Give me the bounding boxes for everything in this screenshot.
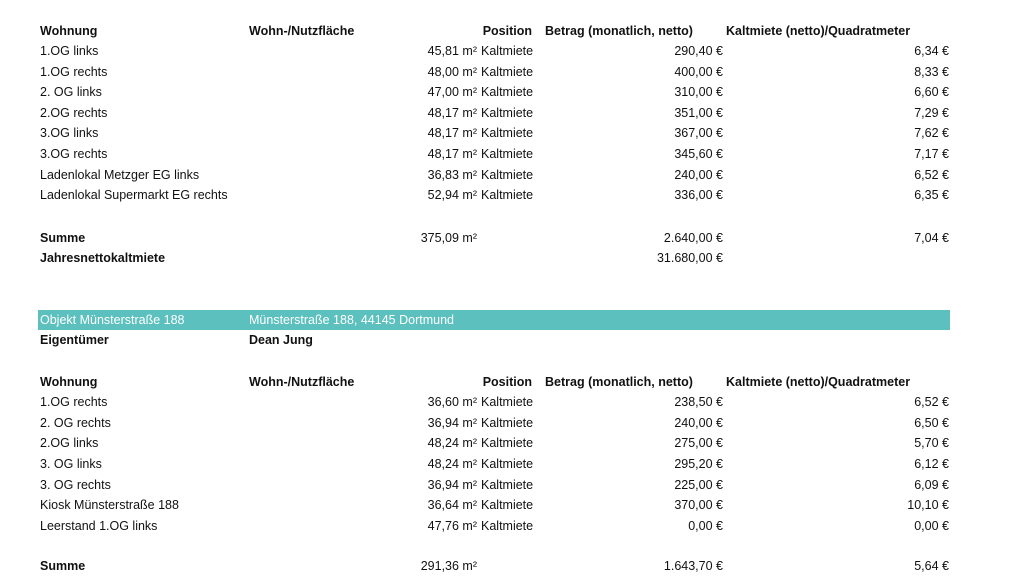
table-row xyxy=(0,144,1024,164)
unit-per-sqm: 6,34 € xyxy=(914,44,949,58)
unit-per-sqm: 6,52 € xyxy=(914,168,949,182)
unit-area: 48,17 m² xyxy=(427,147,477,161)
unit-name: Kiosk Münsterstraße 188 xyxy=(40,498,179,512)
col-header-unit: Wohnung xyxy=(40,24,98,38)
unit-name: 2.OG rechts xyxy=(40,106,108,120)
unit-amount: 295,20 € xyxy=(674,457,723,471)
unit-per-sqm: 10,10 € xyxy=(907,498,949,512)
col-header-per-sqm: Kaltmiete (netto)/Quadratmeter xyxy=(726,375,911,389)
unit-position: Kaltmiete xyxy=(481,478,534,492)
table-header-1 xyxy=(0,21,1024,41)
unit-per-sqm: 7,29 € xyxy=(914,106,949,120)
unit-name: 3.OG rechts xyxy=(40,147,108,161)
sum-label: Summe xyxy=(40,231,86,245)
unit-name: 3.OG links xyxy=(40,126,99,140)
unit-per-sqm: 6,52 € xyxy=(914,395,949,409)
owner-name: Dean Jung xyxy=(249,333,313,347)
unit-name: 1.OG rechts xyxy=(40,65,108,79)
unit-amount: 310,00 € xyxy=(674,85,723,99)
sum-row xyxy=(0,228,1024,248)
unit-area: 48,24 m² xyxy=(427,457,477,471)
col-header-area: Wohn-/Nutzfläche xyxy=(249,375,355,389)
unit-position: Kaltmiete xyxy=(481,436,534,450)
col-header-unit: Wohnung xyxy=(40,375,98,389)
unit-position: Kaltmiete xyxy=(481,416,534,430)
sum-per-sqm: 7,04 € xyxy=(914,231,949,245)
unit-amount: 336,00 € xyxy=(674,188,723,202)
unit-area: 48,00 m² xyxy=(427,65,477,79)
unit-area: 45,81 m² xyxy=(427,44,477,58)
table-row xyxy=(0,392,1024,412)
unit-per-sqm: 5,70 € xyxy=(914,436,949,450)
unit-area: 48,24 m² xyxy=(427,436,477,450)
table-header-2 xyxy=(0,372,1024,392)
unit-per-sqm: 7,62 € xyxy=(914,126,949,140)
unit-area: 36,94 m² xyxy=(427,416,477,430)
unit-amount: 400,00 € xyxy=(674,65,723,79)
unit-name: Ladenlokal Metzger EG links xyxy=(40,168,200,182)
col-header-position: Position xyxy=(482,24,532,38)
unit-amount: 275,00 € xyxy=(674,436,723,450)
unit-amount: 367,00 € xyxy=(674,126,723,140)
unit-position: Kaltmiete xyxy=(481,168,534,182)
unit-name: 2.OG links xyxy=(40,436,99,450)
property-address: Münsterstraße 188, 44145 Dortmund xyxy=(249,313,454,327)
unit-per-sqm: 6,12 € xyxy=(914,457,949,471)
unit-per-sqm: 8,33 € xyxy=(914,65,949,79)
unit-position: Kaltmiete xyxy=(481,457,534,471)
unit-per-sqm: 6,09 € xyxy=(914,478,949,492)
unit-amount: 225,00 € xyxy=(674,478,723,492)
property-name: Objekt Münsterstraße 188 xyxy=(40,313,185,327)
unit-name: 2. OG rechts xyxy=(40,416,111,430)
unit-name: 1.OG links xyxy=(40,44,99,58)
table-row xyxy=(0,41,1024,61)
table-row xyxy=(0,454,1024,474)
property-banner xyxy=(38,310,950,330)
unit-area: 48,17 m² xyxy=(427,126,477,140)
table-row xyxy=(0,516,1024,536)
owner-label: Eigentümer xyxy=(40,333,109,347)
unit-area: 52,94 m² xyxy=(427,188,477,202)
unit-name: 3. OG links xyxy=(40,457,102,471)
unit-position: Kaltmiete xyxy=(481,106,534,120)
unit-position: Kaltmiete xyxy=(481,65,534,79)
unit-name: 2. OG links xyxy=(40,85,102,99)
sum-area: 375,09 m² xyxy=(420,231,477,245)
unit-amount: 238,50 € xyxy=(674,395,723,409)
unit-per-sqm: 6,60 € xyxy=(914,85,949,99)
table-row xyxy=(0,433,1024,453)
unit-per-sqm: 7,17 € xyxy=(914,147,949,161)
table-row xyxy=(0,82,1024,102)
unit-position: Kaltmiete xyxy=(481,126,534,140)
col-header-per-sqm: Kaltmiete (netto)/Quadratmeter xyxy=(726,24,911,38)
unit-area: 36,60 m² xyxy=(427,395,477,409)
unit-per-sqm: 0,00 € xyxy=(914,519,949,533)
col-header-amount: Betrag (monatlich, netto) xyxy=(545,24,693,38)
unit-per-sqm: 6,35 € xyxy=(914,188,949,202)
table-row xyxy=(0,62,1024,82)
unit-amount: 240,00 € xyxy=(674,168,723,182)
unit-area: 36,83 m² xyxy=(427,168,477,182)
unit-position: Kaltmiete xyxy=(481,395,534,409)
unit-area: 47,00 m² xyxy=(427,85,477,99)
unit-name: Ladenlokal Supermarkt EG rechts xyxy=(40,188,228,202)
unit-area: 48,17 m² xyxy=(427,106,477,120)
annual-label: Jahresnettokaltmiete xyxy=(40,251,166,265)
unit-name: 1.OG rechts xyxy=(40,395,108,409)
unit-amount: 0,00 € xyxy=(688,519,723,533)
sum-amount: 1.643,70 € xyxy=(663,559,723,573)
sum-row xyxy=(0,556,1024,576)
table-row xyxy=(0,495,1024,515)
table-row xyxy=(0,165,1024,185)
unit-amount: 240,00 € xyxy=(674,416,723,430)
owner-row xyxy=(0,330,1024,350)
unit-area: 47,76 m² xyxy=(427,519,477,533)
unit-name: 3. OG rechts xyxy=(40,478,111,492)
unit-area: 36,94 m² xyxy=(427,478,477,492)
sum-area: 291,36 m² xyxy=(420,559,477,573)
table-row xyxy=(0,103,1024,123)
unit-position: Kaltmiete xyxy=(481,44,534,58)
table-row xyxy=(0,413,1024,433)
unit-position: Kaltmiete xyxy=(481,519,534,533)
col-header-position: Position xyxy=(482,375,532,389)
unit-amount: 345,60 € xyxy=(674,147,723,161)
unit-position: Kaltmiete xyxy=(481,147,534,161)
sum-per-sqm: 5,64 € xyxy=(914,559,949,573)
sum-amount: 2.640,00 € xyxy=(663,231,723,245)
unit-position: Kaltmiete xyxy=(481,498,534,512)
col-header-amount: Betrag (monatlich, netto) xyxy=(545,375,693,389)
table-row xyxy=(0,185,1024,205)
sum-label: Summe xyxy=(40,559,86,573)
unit-per-sqm: 6,50 € xyxy=(914,416,949,430)
unit-area: 36,64 m² xyxy=(427,498,477,512)
col-header-area: Wohn-/Nutzfläche xyxy=(249,24,355,38)
table-row xyxy=(0,475,1024,495)
unit-amount: 370,00 € xyxy=(674,498,723,512)
unit-amount: 290,40 € xyxy=(674,44,723,58)
annual-amount: 31.680,00 € xyxy=(656,251,723,265)
unit-name: Leerstand 1.OG links xyxy=(40,519,158,533)
unit-amount: 351,00 € xyxy=(674,106,723,120)
unit-position: Kaltmiete xyxy=(481,188,534,202)
table-row xyxy=(0,123,1024,143)
unit-position: Kaltmiete xyxy=(481,85,534,99)
annual-row xyxy=(0,248,1024,268)
